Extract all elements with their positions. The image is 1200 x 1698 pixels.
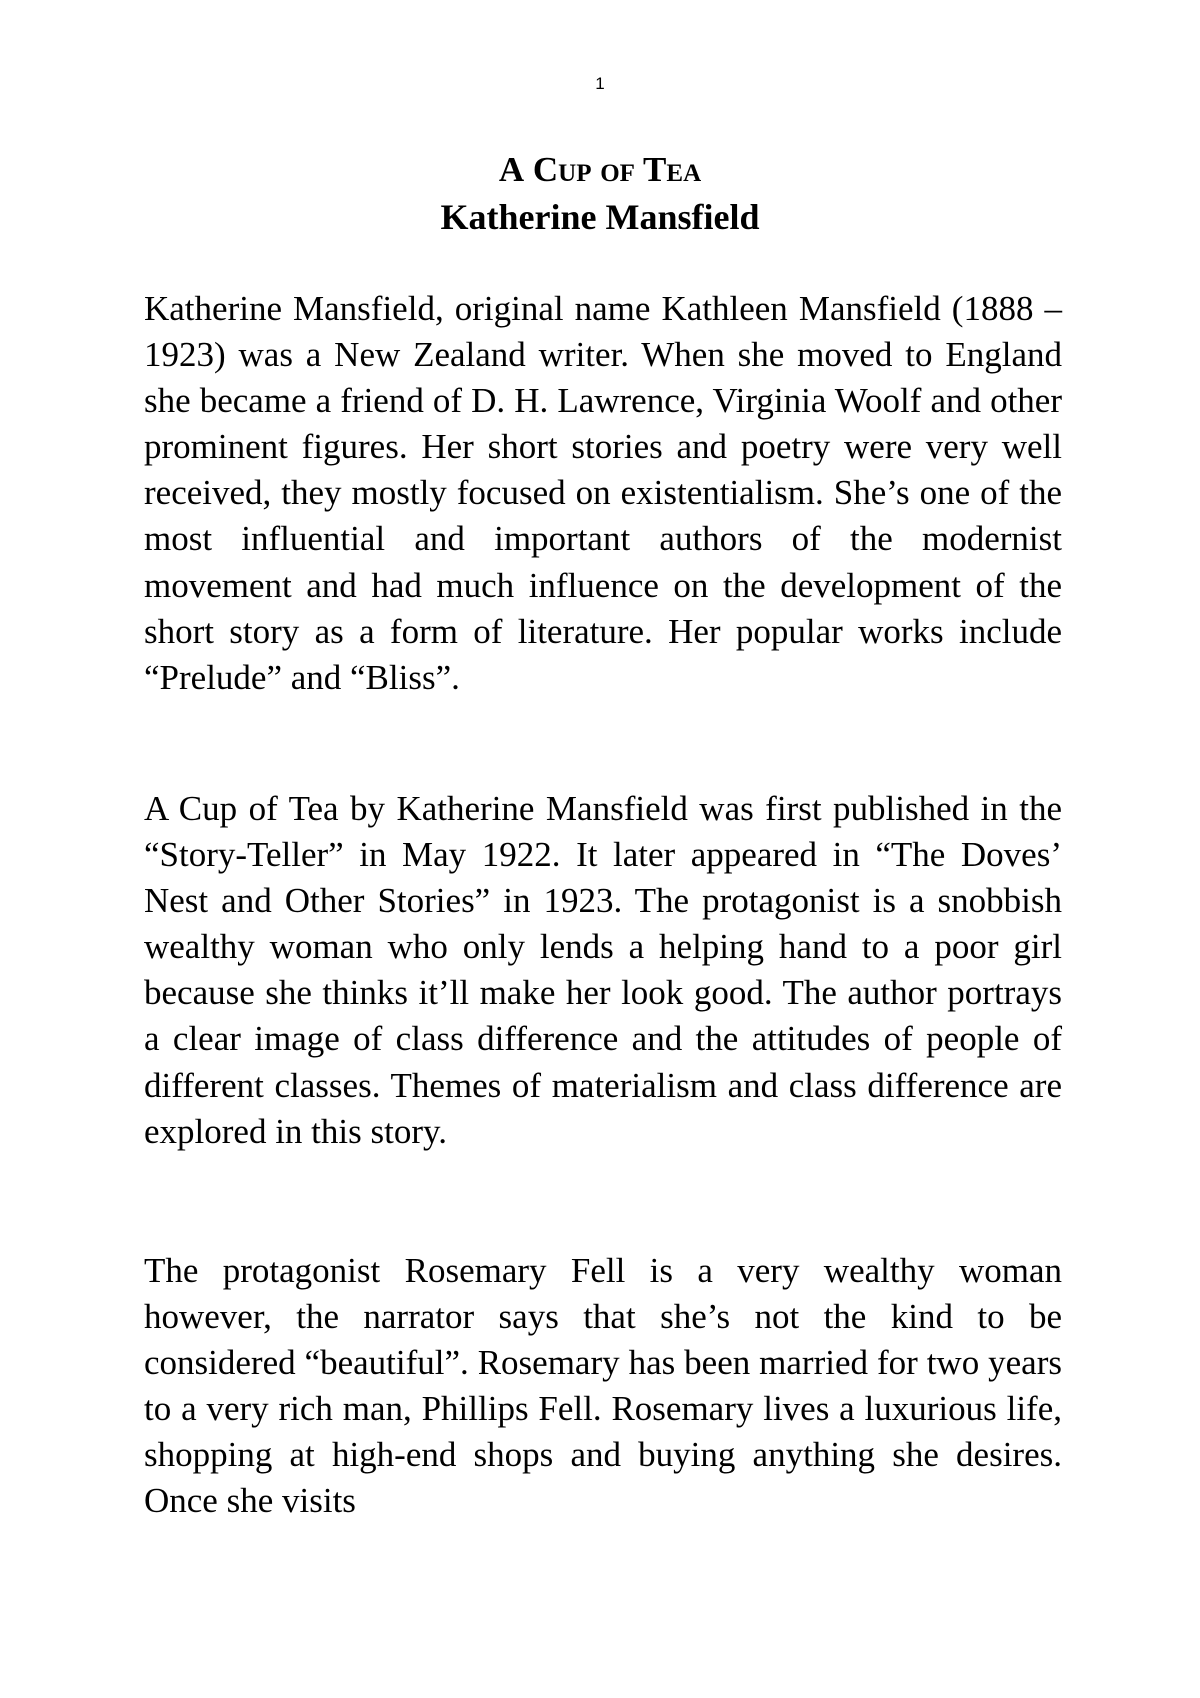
author-name: Katherine Mansfield — [440, 197, 760, 237]
page-number: 1 — [595, 74, 605, 93]
story-title-initial: A — [498, 150, 525, 189]
paragraph-text: The protagonist Rosemary Fell is a very wealthy woman however, the narrator says that she’s not the kind to be considered “beautiful”. Rosemary has been married for two years to a very rich man, Phillips Fell. Rosemary lives a luxurious life, shopping at high-end shops and buying anything she desires. Once she visits — [144, 1251, 1062, 1521]
paragraph-publication — [144, 786, 1062, 1155]
story-title-rest: Cup of Tea — [524, 150, 702, 189]
paragraph-biography — [144, 286, 1062, 701]
paragraph-text: A Cup of Tea by Katherine Mansfield was first published in the “Story-Teller” in May 1922. It later appeared in “The Doves’ Nest and Other Stories” in 1923. The protagonist is a snobbish wealthy woman who only lends a helping hand to a poor girl because she thinks it’ll make her look good. The author portrays a clear image of class difference and the attitudes of people of different classes. Themes of materialism and class difference are explored in this story. — [144, 789, 1062, 1151]
paragraph-text: Katherine Mansfield, original name Kathleen Mansfield (1888 –1923) was a New Zealand writer. When she moved to England she became a friend of D. H. Lawrence, Virginia Woolf and other prominent figures. Her short stories and poetry were very well received, they mostly focused on existentialism. She’s one of the most influential and important authors of the modernist movement and had much influence on the development of the short story as a form of literature. Her popular works include “Prelude” and “Bliss”. — [144, 289, 1062, 697]
paragraph-summary — [144, 1248, 1062, 1525]
story-title — [0, 150, 1200, 190]
